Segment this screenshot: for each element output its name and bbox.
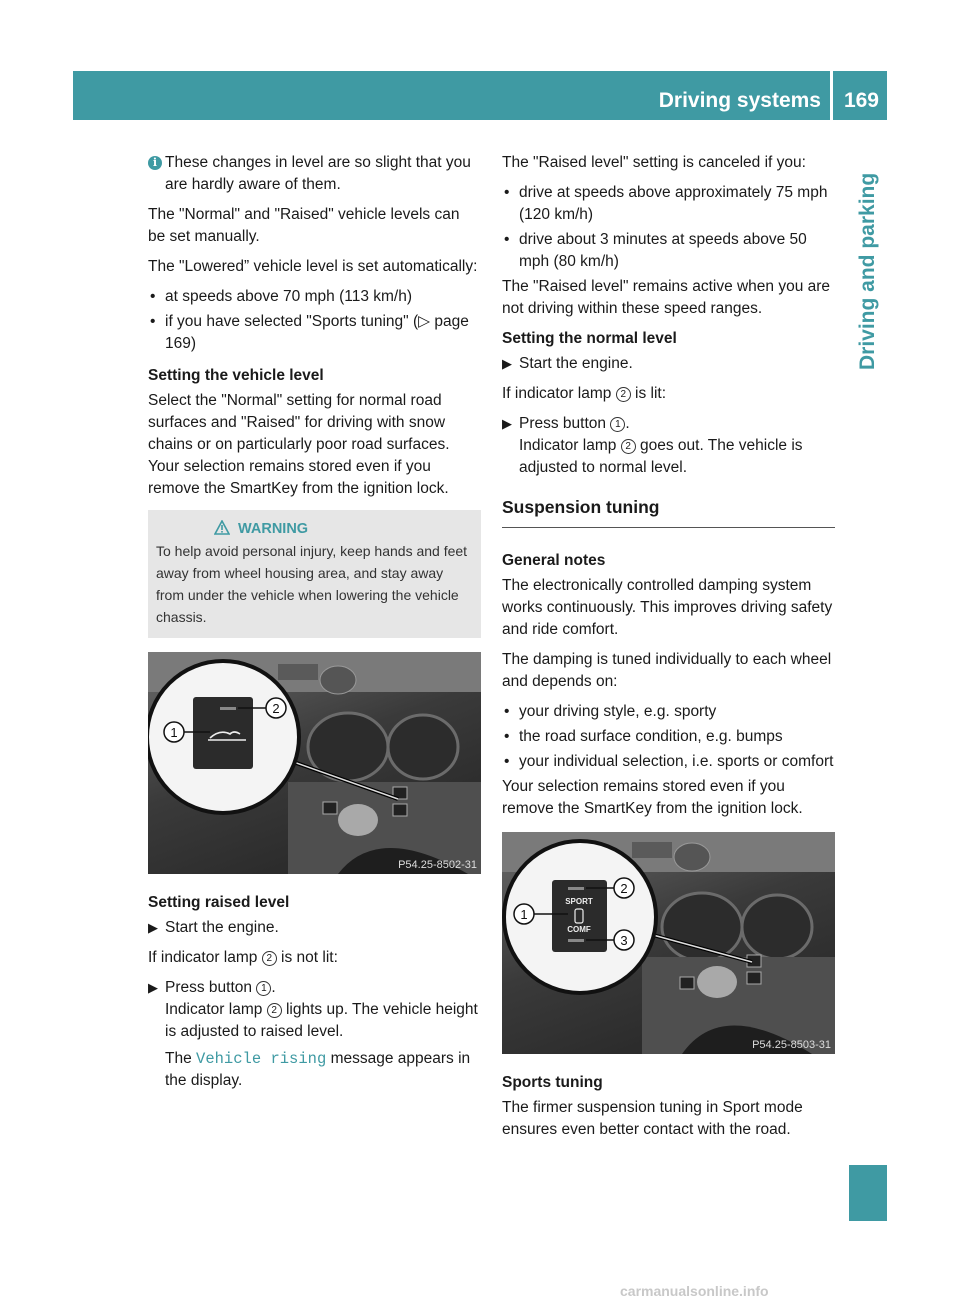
callout-3: 3 <box>620 933 628 948</box>
image-caption: P54.25-8502-31 <box>398 859 477 871</box>
step-text: Indicator lamp <box>519 437 617 454</box>
info-note <box>148 152 481 196</box>
header-bar <box>73 71 887 120</box>
list-item <box>502 726 835 748</box>
bullet-icon: • <box>150 288 156 305</box>
step-text: Indicator lamp <box>165 1001 263 1018</box>
callout-ref: 2 <box>616 387 631 402</box>
list-item-text: your driving style, e.g. sporty <box>519 703 717 720</box>
callout-ref: 2 <box>621 439 636 454</box>
info-note-text: These changes in level are so slight that you are hardly aware of them. <box>165 154 471 193</box>
info-icon: i <box>148 156 162 170</box>
paragraph: The firmer suspension tuning in Sport mode ensures even better contact with the road. <box>502 1099 803 1138</box>
list-item-text: drive about 3 minutes at speeds above 50 mph (80 km/h) <box>519 231 807 270</box>
warning-box <box>148 510 481 638</box>
bullet-icon: • <box>150 313 156 330</box>
illustration-drawing <box>502 832 835 1054</box>
condition-text: is not lit: <box>281 949 338 966</box>
image-caption: P54.25-8503-31 <box>752 1039 831 1051</box>
warning-title <box>156 518 473 540</box>
condition-text: is lit: <box>635 385 667 402</box>
list-item-text: drive at speeds above approximately 75 mph (120 km/h) <box>519 184 828 223</box>
sport-label: SPORT <box>565 897 593 906</box>
step-text: The <box>165 1050 192 1067</box>
paragraph: The "Normal" and "Raised" vehicle levels can be set manually. <box>148 206 460 245</box>
page-number: 169 <box>843 89 879 112</box>
callout-1: 1 <box>520 907 528 922</box>
step-text: Start the engine. <box>165 919 279 936</box>
step-arrow-icon: ▶ <box>502 416 512 431</box>
subheading: Sports tuning <box>502 1074 603 1091</box>
callout-ref: 2 <box>267 1003 282 1018</box>
paragraph: Your selection remains stored even if you remove the SmartKey from the ignition lock. <box>502 778 803 817</box>
list-item-text: if you have selected "Sports tuning" (▷ page 169) <box>165 313 469 352</box>
paragraph: The "Raised level" remains active when you are not driving within these speed ranges. <box>502 278 831 317</box>
paragraph: The damping is tuned individually to each wheel and depends on: <box>502 651 832 690</box>
step-text: goes out. The vehicle is adjusted to normal level. <box>519 437 803 476</box>
side-tab-label: Driving and parking <box>856 172 879 370</box>
condition <box>148 947 481 969</box>
bullet-icon: • <box>504 184 510 201</box>
header-section-title: Driving systems <box>658 89 821 112</box>
list-item <box>502 701 835 723</box>
warning-icon <box>214 520 230 535</box>
paragraph: The "Raised level" setting is canceled if you: <box>502 154 806 171</box>
bullet-icon: • <box>504 728 510 745</box>
list-item <box>148 311 481 355</box>
illustration-drawing <box>148 652 481 874</box>
bullet-icon: • <box>504 753 510 770</box>
step-text: message appears in the display. <box>165 1050 471 1089</box>
watermark: carmanualsonline.info <box>620 1283 769 1299</box>
callout-ref: 2 <box>262 951 277 966</box>
bullet-icon: • <box>504 231 510 248</box>
step-text: Press button <box>519 415 607 432</box>
list-item-text: your individual selection, i.e. sports or comfort <box>519 753 834 770</box>
step-arrow-icon: ▶ <box>148 980 158 995</box>
paragraph: Select the "Normal" setting for normal road surfaces and "Raised" for driving with snow chains or on particularly poor road surfaces. Your selection remains stored even if you remove the SmartKey from the ignition lock. <box>148 392 450 497</box>
illustration-level-button <box>148 652 481 874</box>
subheading: Setting the normal level <box>502 330 677 347</box>
section-heading: Suspension tuning <box>502 495 835 528</box>
callout-ref: 1 <box>610 417 625 432</box>
display-message: Vehicle rising <box>196 1050 327 1068</box>
subheading: General notes <box>502 552 606 569</box>
callout-2: 2 <box>272 701 280 716</box>
step: ▶ Press button 1 . Indicator lamp 2 lights up. The vehicle height is adjusted to raised level. The Vehicle rising message appears in the display. <box>148 979 478 1089</box>
condition-text: If indicator lamp <box>148 949 258 966</box>
list-item-text: at speeds above 70 mph (113 km/h) <box>165 288 412 305</box>
step-arrow-icon: ▶ <box>148 920 158 935</box>
illustration-sport-comfort-button <box>502 832 835 1054</box>
step-text: lights up. The vehicle height is adjusted to raised level. <box>165 1001 478 1040</box>
subheading: Setting the vehicle level <box>148 367 324 384</box>
step-text: Press button <box>165 979 253 996</box>
paragraph: The "Lowered” vehicle level is set automatically: <box>148 258 478 275</box>
list-item-text: the road surface condition, e.g. bumps <box>519 728 783 745</box>
callout-ref: 1 <box>256 981 271 996</box>
left-column <box>148 152 481 1100</box>
list-item <box>502 229 835 273</box>
right-column <box>502 152 835 1149</box>
callout-2: 2 <box>620 881 628 896</box>
step <box>148 917 481 939</box>
list-item <box>502 182 835 226</box>
header-divider <box>830 71 833 120</box>
warning-text: To help avoid personal injury, keep hands and feet away from wheel housing area, and stay away from under the vehicle when lowering the vehicle chassis. <box>156 543 468 625</box>
step <box>502 353 835 375</box>
step: ▶ Press button 1 . Indicator lamp 2 goes out. The vehicle is adjusted to normal level. <box>502 415 803 476</box>
paragraph: The electronically controlled damping system works continuously. This improves driving safety and ride comfort. <box>502 577 833 638</box>
list-item <box>502 751 835 773</box>
side-tab-marker <box>849 1165 887 1221</box>
subheading: Setting raised level <box>148 894 290 911</box>
warning-title-text: WARNING <box>238 521 309 537</box>
callout-1: 1 <box>170 725 178 740</box>
comf-label: COMF <box>567 925 591 934</box>
list-item <box>148 286 481 308</box>
condition <box>502 383 835 405</box>
step-text: Start the engine. <box>519 355 633 372</box>
bullet-icon: • <box>504 703 510 720</box>
condition-text: If indicator lamp <box>502 385 612 402</box>
step-arrow-icon: ▶ <box>502 356 512 371</box>
